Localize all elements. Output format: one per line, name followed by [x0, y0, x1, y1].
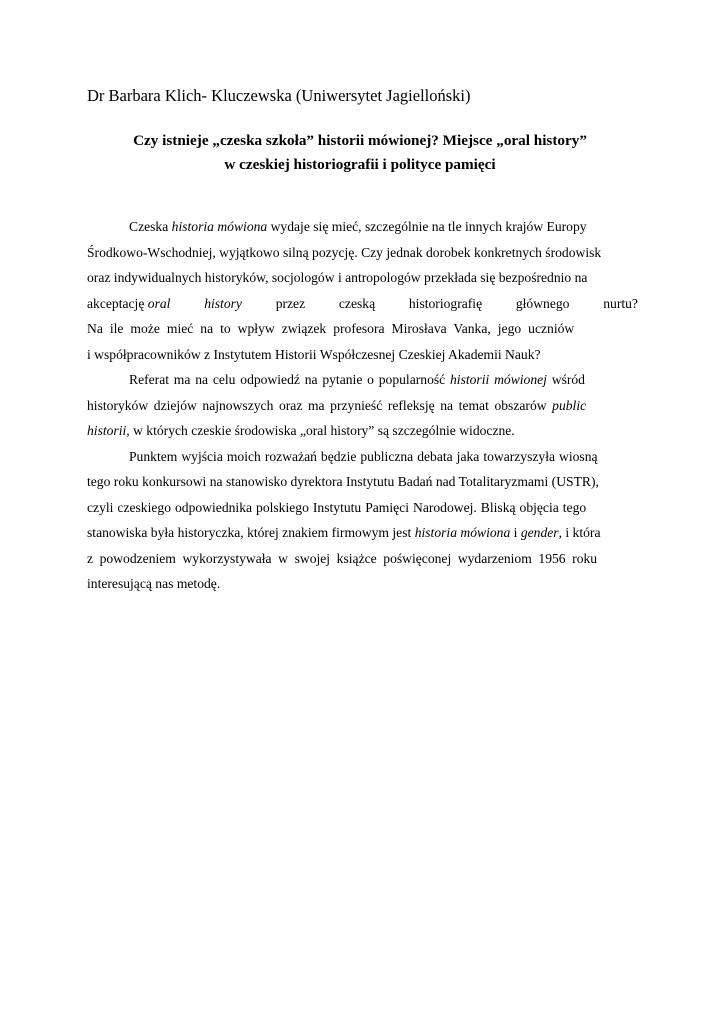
paragraph-line: z powodzeniem wykorzystywała w swojej książce poświęconej wydarzeniom 1956 roku: [87, 550, 598, 566]
text-run: w których czeskie środowiska „oral history” są szczególnie widoczne.: [129, 423, 515, 438]
paragraph-line: i współpracowników z Instytutem Historii Współczesnej Czeskiej Akademii Nauk?: [87, 346, 541, 362]
text-run: historyków dziejów najnowszych oraz ma przynieść refleksję na temat obszarów: [87, 397, 553, 413]
italic-run: public: [552, 397, 587, 413]
paragraph-line: [87, 393, 638, 419]
paragraph-line: [87, 418, 638, 444]
word: czeską: [338, 295, 376, 311]
italic-run: historii mówionej: [450, 372, 547, 387]
italic-run: historia mówiona: [414, 525, 511, 540]
text-run: stanowiska była historyczka, której znakiem firmowym jest: [87, 525, 415, 540]
body-text: [87, 214, 638, 597]
word: akceptację oral: [87, 295, 171, 311]
paragraph-line: czyli czeskiego odpowiednika polskiego Instytutu Pamięci Narodowej. Bliską objęcia tego: [87, 499, 587, 515]
paragraph-line: oraz indywidualnych historyków, socjologów i antropologów przekłada się bezpośrednio na: [87, 270, 588, 285]
paragraph-line: [87, 367, 638, 393]
title-line-1: Czy istnieje „czeska szkoła” historii mówionej? Miejsce „oral history”: [133, 132, 587, 149]
paragraph-line: tego roku konkursowi na stanowisko dyrektora Instytutu Badań nad Totalitaryzmami (USTR),: [87, 474, 599, 489]
text-run: i: [510, 525, 521, 540]
paragraph-line: [87, 291, 638, 317]
paragraph-3: [87, 444, 638, 597]
italic-run: gender: [520, 525, 559, 540]
paragraph-line: interesującą nas metodę.: [87, 576, 221, 591]
text-run: Referat ma na celu odpowiedź na pytanie o popularność: [129, 372, 450, 387]
paragraph-line: [87, 520, 638, 546]
paragraph-line: Na ile może mieć na to wpływ związek profesora Mirosłava Vanka, jego uczniów: [87, 321, 575, 336]
text-run: wśród: [546, 372, 585, 387]
paragraph-1: [87, 214, 638, 367]
paragraph-line: Punktem wyjścia moich rozważań będzie publiczna debata jaka towarzyszyła wiosną: [129, 448, 598, 464]
word: przez: [275, 295, 306, 311]
author-line: Dr Barbara Klich- Kluczewska (Uniwersytet Jagielloński): [87, 86, 471, 105]
italic-run: historii,: [87, 423, 130, 438]
italic-word: history: [204, 295, 242, 311]
word: głównego: [515, 295, 570, 311]
paragraph-line: Środkowo-Wschodniej, wyjątkowo silną pozycję. Czy jednak dorobek konkretnych środowisk: [87, 244, 602, 260]
word: nurtu?: [603, 295, 638, 311]
text-run: , i która: [558, 525, 601, 540]
paragraph-line: [87, 214, 638, 240]
italic-run: historia mówiona: [171, 219, 268, 234]
text-run: Czeska: [129, 219, 172, 234]
word: historiografię: [408, 295, 483, 311]
paragraph-2: [87, 367, 638, 444]
text-run: wydaje się mieć, szczególnie na tle innych krajów Europy: [267, 219, 587, 234]
title-line-2: w czeskiej historiografii i polityce pamięci: [224, 156, 496, 173]
